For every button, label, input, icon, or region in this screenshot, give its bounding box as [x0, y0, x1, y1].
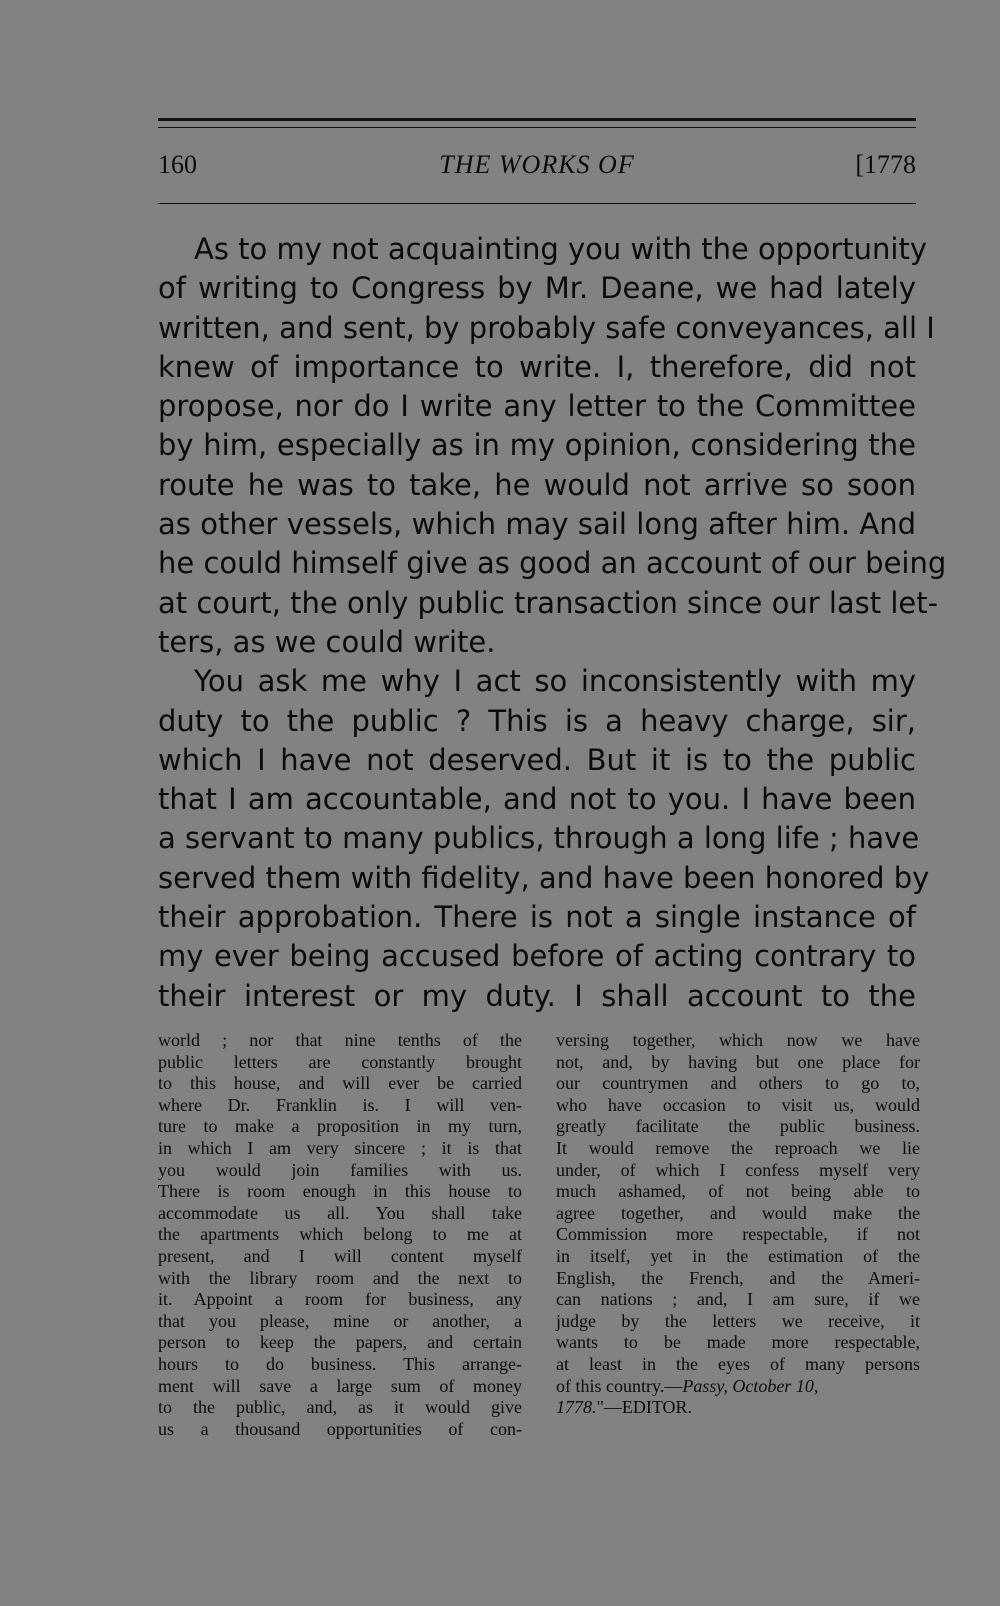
- footnote-right-line: versing together, which now we have: [556, 1030, 920, 1050]
- footnote-right-line: agree together, and would make the: [556, 1202, 920, 1223]
- running-header: [158, 150, 916, 190]
- footnote-left-line: public letters are constantly brought: [158, 1051, 522, 1072]
- footnote-left-line: to this house, and will ever be carried: [158, 1073, 522, 1094]
- footnote-right-line: in itself, yet in the estimation of the: [556, 1245, 920, 1266]
- footnote-right-line: wants to be made more respectable,: [556, 1332, 920, 1353]
- footnote-right-line: English, the French, and the Ameri-: [556, 1267, 920, 1288]
- footnote-left-line: the apartments which belong to me at: [158, 1224, 522, 1245]
- footnote-left-line: person to keep the papers, and certain: [158, 1332, 522, 1353]
- footnote-column-right: [556, 1030, 920, 1419]
- footnote-left-line: where Dr. Franklin is. I will ven-: [158, 1094, 522, 1115]
- paragraph-2-line: You ask me why I act so inconsistently with my: [194, 664, 916, 699]
- footnote-left-line: ture to make a proposition in my turn,: [158, 1116, 522, 1137]
- footnote-left-line: that you please, mine or another, a: [158, 1310, 522, 1331]
- footnote-left-line: to the public, and, as it would give: [158, 1397, 522, 1418]
- footnote-right-line: much ashamed, of not being able to: [556, 1181, 920, 1202]
- paragraph-1-line: of writing to Congress by Mr. Deane, we had lately: [158, 271, 916, 306]
- footnote-right-line: It would remove the reproach we lie: [556, 1137, 920, 1158]
- paragraph-2-line: my ever being accused before of acting contrary to: [158, 939, 916, 974]
- header-year: [1778: [855, 150, 916, 179]
- paragraph-2-line: which I have not deserved. But it is to the public: [158, 742, 916, 777]
- footnote-right-line: Commission more respectable, if not: [556, 1224, 920, 1245]
- footnote-right-line: our countrymen and others to go to,: [556, 1073, 920, 1094]
- paragraph-1-line: As to my not acquainting you with the opportunity: [194, 232, 927, 266]
- footnote-left-line: world ; nor that nine tenths of the: [158, 1030, 522, 1050]
- footnote-right-line: not, and, by having but one place for: [556, 1051, 920, 1072]
- closing-prefix: of this country.—: [556, 1375, 683, 1396]
- footnote-left-line: hours to do business. This arrange-: [158, 1353, 522, 1374]
- paragraph-1-line: knew of importance to write. I, therefore, did not: [158, 349, 916, 384]
- paragraph-1-line: he could himself give as good an account of our being: [158, 546, 947, 581]
- footnote-left-line: ment will save a large sum of money: [158, 1375, 522, 1396]
- paragraph-1-line: by him, especially as in my opinion, considering the: [158, 428, 916, 463]
- footnote-left-line: accommodate us all. You shall take: [158, 1202, 522, 1223]
- paragraph-1-line: propose, nor do I write any letter to the Committee: [158, 389, 916, 424]
- main-text: [158, 230, 947, 1016]
- footnote-right-line: judge by the letters we receive, it: [556, 1310, 920, 1331]
- paragraph-1-line: route he was to take, he would not arrive so soon: [158, 467, 916, 502]
- footnote-right-line: can nations ; and, I am sure, if we: [556, 1289, 920, 1310]
- footnote-left-line: present, and I will content myself: [158, 1245, 522, 1266]
- footnote-left-line: it. Appoint a room for business, any: [158, 1289, 522, 1310]
- header-rule-thin: [158, 127, 916, 128]
- footnote-right-line: who have occasion to visit us, would: [556, 1094, 920, 1115]
- page-number: 160: [158, 150, 197, 179]
- footnote-closing-line: [556, 1376, 920, 1398]
- book-page: [158, 0, 947, 1606]
- paragraph-2-line: served them with fidelity, and have been honored by: [158, 860, 930, 895]
- paragraph-2: [158, 662, 930, 1016]
- footnote-closing-line-2: [556, 1397, 920, 1419]
- footnote-column-left: [158, 1030, 522, 1440]
- header-rule-bottom: [158, 203, 916, 204]
- footnote-right-line: under, of which I confess myself very: [556, 1159, 920, 1180]
- footnote-left-line: us a thousand opportunities of con-: [158, 1418, 522, 1439]
- closing-editor: "—EDITOR.: [596, 1397, 693, 1418]
- paragraph-1: [158, 230, 947, 662]
- paragraph-2-line: their interest or my duty. I shall account to the: [158, 978, 916, 1013]
- closing-place-date: Passy, October 10,: [682, 1375, 819, 1396]
- paragraph-2-line: that I am accountable, and not to you. I have been: [158, 782, 916, 817]
- footnote-right-line: greatly facilitate the public business.: [556, 1116, 920, 1137]
- paragraph-2-line: a servant to many publics, through a long life ; have: [158, 821, 920, 856]
- paragraph-1-line: written, and sent, by probably safe conveyances, all I: [158, 310, 935, 345]
- paragraph-2-line: duty to the public ? This is a heavy charge, sir,: [158, 703, 916, 738]
- footnote-left-line: you would join families with us.: [158, 1159, 522, 1180]
- footnote-left-line: in which I am very sincere ; it is that: [158, 1137, 522, 1158]
- paragraph-1-line: as other vessels, which may sail long after him. And: [158, 507, 916, 542]
- footnote-right-line: at least in the eyes of many persons: [556, 1353, 920, 1374]
- header-rule-top: [158, 118, 916, 121]
- paragraph-1-line: ters, as we could write.: [158, 624, 496, 659]
- footnote-left-line: with the library room and the next to: [158, 1267, 522, 1288]
- paragraph-2-line: their approbation. There is not a single instance of: [158, 900, 916, 935]
- footnote-left-line: There is room enough in this house to: [158, 1181, 522, 1202]
- running-title: THE WORKS OF: [439, 150, 635, 179]
- closing-year: 1778.: [556, 1397, 597, 1418]
- paragraph-1-line: at court, the only public transaction since our last let-: [158, 585, 939, 620]
